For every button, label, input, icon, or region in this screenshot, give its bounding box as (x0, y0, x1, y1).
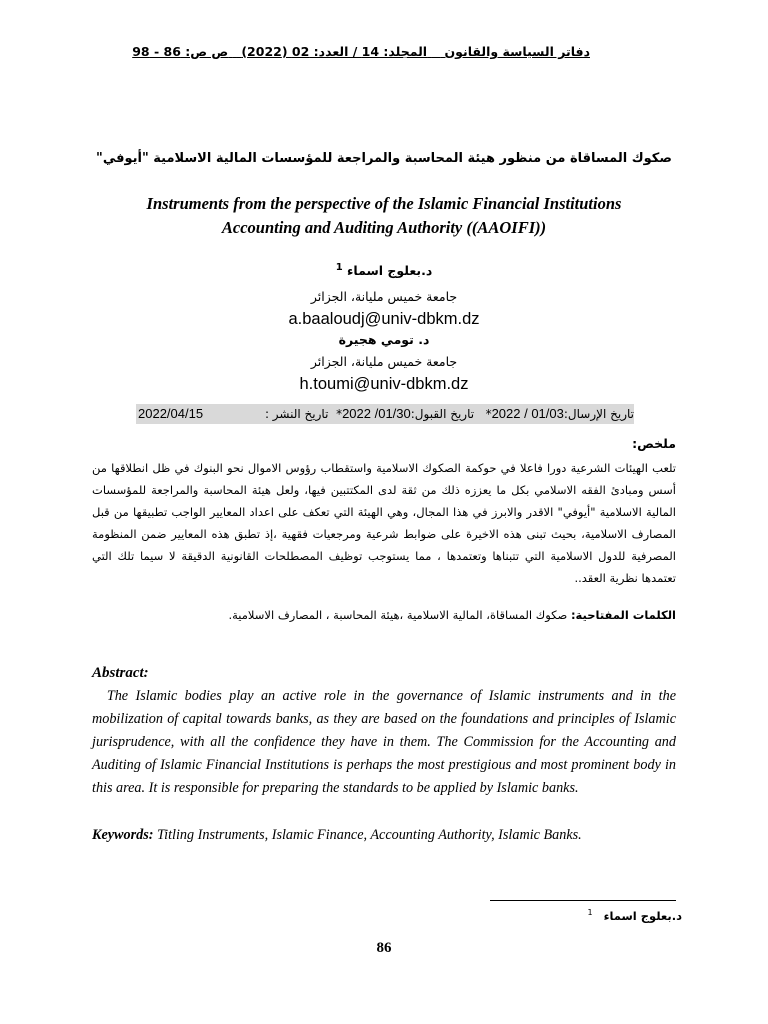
english-abstract-text: The Islamic bodies play an active role in the governance of Islamic instruments and in the mobilization of capital towards banks, as they are based on the foundations and principles of Islamic jurisprudence, with all the confidence they have in them. The Commission for the Accounting and Auditing of Islamic Financial Institutions is perhaps the most prestigious and most prominent body in this area. It is responsible for preparing the standards to be applied by Islamic banks. (92, 688, 676, 796)
published-date-label: تاريخ النشر : (264, 407, 329, 421)
journal-volume: المجلد: 14 / العدد: 02 (2022) (241, 44, 428, 59)
english-keywords (92, 827, 582, 844)
author-2-name: د. تومي هجيرة (338, 332, 430, 347)
arabic-abstract-title: ملخص: (632, 436, 676, 451)
arabic-abstract-text: تلعب الهيئات الشرعية دورا فاعلا في حوكمة الصكوك الاسلامية واستقطاب رؤوس الاموال نحو البنوك في ظل انطلاقها من أسس ومبادئ الفقه الاسلامي بكل ما يعززه ذلك من ثقة لدى المكتتبين فيها، ولعل هيئة المحاسبة والمراجعة للمؤسسات المالية الاسلامية "أيوفي" الاقدر والابرز في هذا المجال، وهي الهيئة التي تعكف على اعداد المعايير الواجب تطبيقها من قبل المصارف الاسلامية، بحيث تبنى هذه الاخيرة على ضوابط شرعية ومرجعيات فقهية ،إذ تطبق هذه المعايير ضمن المنظومة المصرفية للدول الاسلامية التي تتبناها وتعتمدها ، مما يستوجب توظيف المصطلحات القانونية الدقيقة لا سيما تلك التي تعتمدها نظرية العقد.. (92, 461, 676, 585)
arabic-keywords (228, 608, 676, 622)
journal-pages: ص ص: 86 - 98 (132, 44, 229, 59)
accepted-date-value: 2022 /01/30 (342, 406, 411, 421)
english-abstract-title: Abstract: (92, 665, 149, 681)
page-number: 86 (376, 940, 392, 956)
arabic-keywords-label: الكلمات المفتاحية: (570, 608, 676, 622)
footnote-mark: 1 (587, 908, 593, 917)
english-keywords-list: Titling Instruments, Islamic Finance, Accounting Authority, Islamic Banks. (157, 827, 582, 843)
arabic-keywords-list: صكوك المساقاة، المالية الاسلامية ،هيئة المحاسبة ، المصارف الاسلامية. (228, 608, 568, 622)
author-1-name: د.بعلوج اسماء $^1$ (335, 262, 433, 279)
footnote (588, 908, 683, 923)
english-title-line-1: Instruments from the perspective of the Islamic Financial Institutions (146, 194, 622, 213)
journal-name: دفاتر السياسة والقانون (444, 44, 590, 59)
sent-date-value: 2022 / 01/03 (491, 406, 564, 421)
author-1-footnote-mark: 1 (335, 262, 343, 273)
author-1-affiliation: جامعة خميس مليانة، الجزائر (310, 289, 458, 304)
arabic-title: صكوك المساقاة من منظور هيئة المحاسبة والمراجعة للمؤسسات المالية الاسلامية "أيوفي" (96, 151, 672, 166)
english-title-line-2: Accounting and Auditing Authority ((AAOIFI)) (221, 218, 547, 237)
sent-date-label: تاريخ الإرسال: (563, 407, 634, 421)
accepted-date-label: تاريخ القبول: (410, 407, 475, 421)
date-separator: * (485, 407, 492, 421)
author-2-affiliation: جامعة خميس مليانة، الجزائر (310, 354, 458, 369)
footnote-divider (490, 900, 676, 901)
english-title (60, 192, 708, 240)
author-1-email[interactable]: a.baaloudj@univ-dbkm.dz (288, 310, 480, 328)
submission-dates-bar (136, 404, 634, 424)
footnote-author-name: د.بعلوج اسماء (603, 908, 682, 923)
author-2-email[interactable]: h.toumi@univ-dbkm.dz (299, 375, 469, 393)
english-keywords-label: Keywords: (92, 827, 154, 843)
journal-header (132, 44, 590, 59)
published-date-value: 2022/04/15 (138, 406, 204, 421)
date-separator: * (336, 407, 343, 421)
